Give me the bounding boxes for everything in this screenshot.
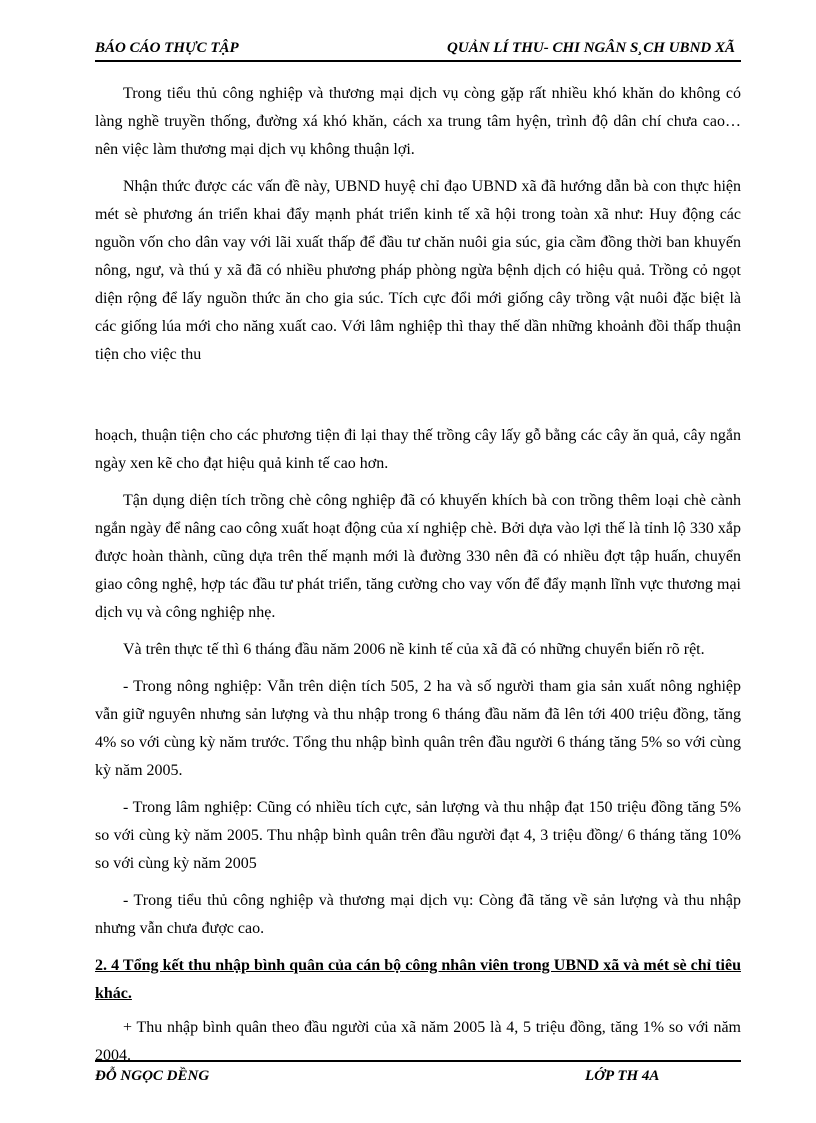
text-block-top	[95, 80, 741, 378]
section-heading: 2. 4 Tổng kết thu nhập bình quân của cán bộ công nhân viên trong UBND xã và mét sè chỉ tiêu khác.	[95, 957, 741, 1002]
paragraph: - Trong tiểu thủ công nghiệp và thương mại dịch vụ: Còng đã tăng về sản lượng và thu nhập nhưng vẫn chưa được cao.	[95, 892, 741, 937]
paragraph: - Trong lâm nghiệp: Cũng có nhiều tích cực, sản lượng và thu nhập đạt 150 triệu đồng tăng 5% so với cùng kỳ năm 2005. Thu nhập bình quân trên đầu người đạt 4, 3 triệu đồng/ 6 tháng tăng 10% so với cùng kỳ năm 2005	[95, 799, 741, 872]
paragraph: Trong tiểu thủ công nghiệp và thương mại dịch vụ còng gặp rất nhiều khó khăn do không có làng nghề truyền thống, đường xá khó khăn, cách xa trung tâm hyện, trình độ dân chí chưa cao… nên việc làm thương mại dịch vụ không thuận lợi.	[95, 85, 741, 158]
header-left-title: BÁO CÁO THỰC TẬP	[95, 40, 239, 56]
paragraph: Tận dụng diện tích trồng chè công nghiệp đã có khuyến khích bà con trồng thêm loại chè cành ngắn ngày để nâng cao công xuất hoạt động của xí nghiệp chè. Bởi dựa vào lợi thế là tỉnh lộ 330 xắp được hoàn thành, cũng dựa trên thế mạnh mới là đường 330 nên đã có nhiều đợt tập huấn, chuyển giao công nghệ, hợp tác đầu tư phát triển, tăng cường cho vay vốn để đẩy mạnh lĩnh vực thương mại dịch vụ và công nghiệp nhẹ.	[95, 492, 741, 621]
footer-class: LỚP TH 4A	[585, 1068, 660, 1084]
page-footer	[95, 1060, 741, 1085]
header-right-title: QUẢN LÍ THU- CHI NGÂN S¸CH UBND XÃ	[447, 40, 735, 56]
paragraph-continuation: hoạch, thuận tiện cho các phương tiện đi lại thay thế trồng cây lấy gỗ bằng các cây ăn quả, cây ngắn ngày xen kẽ cho đạt hiệu quả kinh tế cao hơn.	[95, 427, 741, 472]
paragraph: - Trong nông nghiệp: Vẫn trên diện tích 505, 2 ha và số người tham gia sản xuất nông nghiệp vẫn giữ nguyên nhưng sản lượng và thu nhập trong 6 tháng đầu năm đã lên tới 400 triệu đồng, tăng 4% so với cùng kỳ năm trước. Tổng thu nhập bình quân trên đầu người 6 tháng tăng 5% so với cùng kỳ năm 2005.	[95, 678, 741, 779]
footer-author: ĐỖ NGỌC DỀNG	[95, 1068, 210, 1084]
paragraph: + Thu nhập bình quân theo đầu người của xã năm 2005 là 4, 5 triệu đồng, tăng 1% so với năm 2004.	[95, 1019, 741, 1064]
page-header	[95, 40, 741, 62]
text-block-main	[95, 422, 741, 1079]
paragraph: Và trên thực tế thì 6 tháng đầu năm 2006 nề kinh tế của xã đã có những chuyển biến rõ rệt.	[123, 641, 705, 658]
paragraph: Nhận thức được các vấn đề này, UBND huyệ chỉ đạo UBND xã đã hướng dẫn bà con thực hiện mét sè phương án triển khai đẩy mạnh phát triển kinh tế xã hội trong toàn xã như: Huy động các nguồn vốn cho dân vay với lãi xuất thấp để đầu tư chăn nuôi gia súc, gia cầm đồng thời ban khuyến nông, ngư, và thú y xã đã có nhiều phương pháp phòng ngừa bệnh dịch có hiệu quả. Trồng cỏ ngọt diện rộng để lấy nguồn thức ăn cho gia súc. Tích cực đổi mới giống cây trồng vật nuôi đặc biệt là các giống lúa mới cho năng xuất cao. Với lâm nghiệp thì thay thế dần những khoảnh đồi thấp thuận tiện cho việc thu	[95, 178, 741, 363]
